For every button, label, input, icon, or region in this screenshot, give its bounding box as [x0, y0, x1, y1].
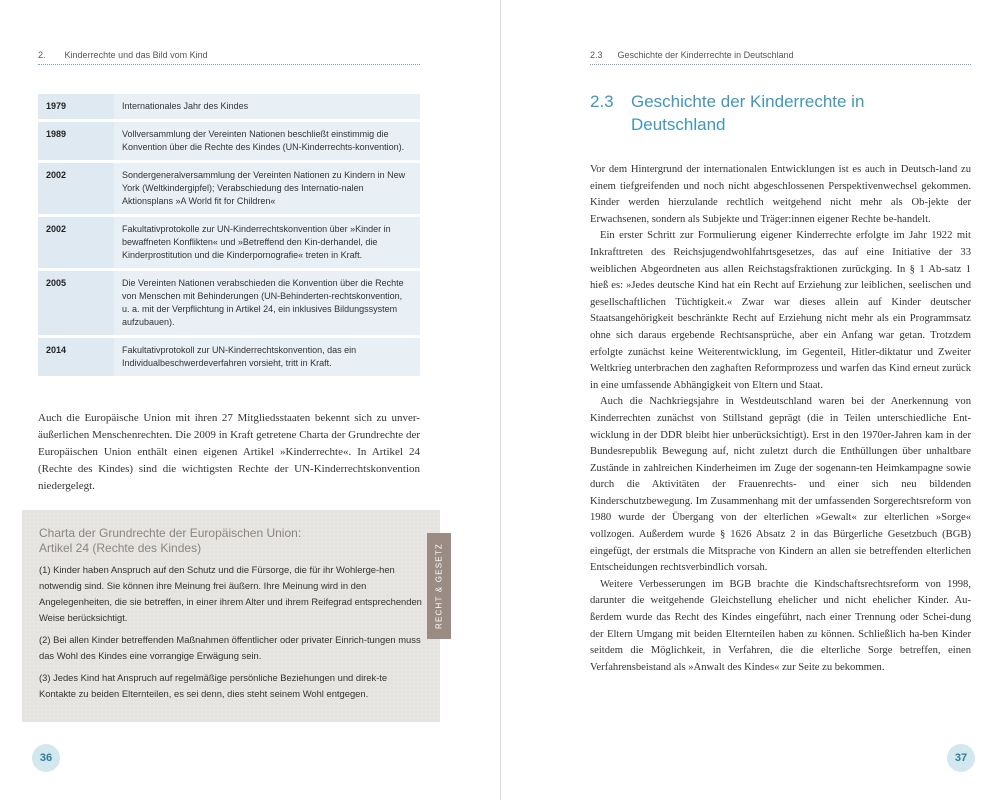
timeline-row — [38, 122, 420, 160]
timeline-year: 1979 — [46, 101, 67, 111]
timeline-text: Internationales Jahr des Kindes — [114, 94, 420, 119]
section-heading-title: Geschichte der Kinderrechte in Deutschland — [631, 92, 865, 134]
left-running-head-title: Kinderrechte und das Bild vom Kind — [64, 50, 208, 60]
left-page-number: 36 — [32, 744, 60, 772]
timeline-text: Sondergeneralversammlung der Vereinten Nationen zu Kindern in New York (Weltkindergipfel); Verabschiedung des Internatio-nalen Aktionsplans »A World fit for Children« — [114, 163, 420, 214]
charter-title-line1: Charta der Grundrechte der Europäischen Union: — [39, 526, 302, 540]
timeline-text: Vollversammlung der Vereinten Nationen beschließt einstimmig die Konvention über die Rechte des Kindes (UN-Kinderrechts-konvention). — [114, 122, 420, 160]
timeline-text: Fakultativprotokoll zur UN-Kinderrechtskonvention, das ein Individualbeschwerdeverfahren vorsieht, tritt in Kraft. — [114, 338, 420, 376]
timeline-year: 2005 — [46, 278, 67, 288]
timeline-text: Die Vereinten Nationen verabschieden die Konvention über die Rechte von Menschen mit Behinderungen (UN-Behinderten-rechtskonvention, u. a. mit der Verpflichtung in Artikel 24, ein inklusives Bildungssystem aufzubauen). — [114, 271, 420, 335]
charter-box-title — [39, 526, 301, 556]
timeline-year: 2002 — [46, 170, 67, 180]
book-gutter — [500, 0, 501, 800]
timeline-row — [38, 163, 420, 214]
timeline-year: 1989 — [46, 129, 67, 139]
left-running-head — [38, 50, 208, 60]
charter-item: (1) Kinder haben Anspruch auf den Schutz und die Fürsorge, die für ihr Wohlerge-hen notwendig sind. Sie können ihre Meinung frei äußern. Ihre Meinung wird in den Angelegenheiten, die sie betreffen, in einer ihrem Alter und ihrem Reifegrad entsprechenden Weise berücksichtigt. — [39, 564, 422, 623]
right-running-head — [590, 50, 794, 60]
body-paragraph: Vor dem Hintergrund der internationalen Entwicklungen ist es auch in Deutsch-land zu einem tiefgreifenden und noch nicht abgeschlossenen Perspektivenwechsel gekommen. Kinder werden hierzulande rechtlich weitgehend nicht mehr als Ob-jekte der Erwachsenen, sondern als Subjekte und Träger:innen eigener Rechte be-handelt. — [590, 164, 971, 225]
charter-title-line2: Artikel 24 (Rechte des Kindes) — [39, 541, 202, 555]
right-header-rule — [590, 64, 971, 65]
timeline-row — [38, 217, 420, 268]
charter-box — [22, 510, 440, 722]
charter-box-body — [39, 562, 424, 708]
timeline-year: 2002 — [46, 224, 67, 234]
charter-item: (3) Jedes Kind hat Anspruch auf regelmäßige persönliche Beziehungen und direk-te Kontakte zu beiden Elternteilen, es sei denn, dies steht seinem Wohl entgegen. — [39, 672, 388, 699]
charter-item: (2) Bei allen Kinder betreffenden Maßnahmen öffentlicher oder privater Einrich-tungen muss das Wohl des Kindes eine vorrangige Erwägung sein. — [39, 634, 421, 661]
right-body-text — [590, 162, 971, 676]
section-tab-label: RECHT & GESETZ — [434, 543, 444, 629]
left-header-rule — [38, 64, 420, 65]
timeline-row — [38, 94, 420, 119]
body-paragraph: Auch die Nachkriegsjahre in Westdeutschland waren bei der Anerkennung von Kinderrechten zunächst von Stillstand geprägt (die in Teilen unterschiedliche Ent-wicklung in der DDR bleibt hier unberücksichtigt). Erst in den 1970er-Jahren kam in der Bundesrepublik Bewegung auf, nicht zuletzt durch die Enthüllungen über unhaltbare Zustände in zahlreichen Kinderheimen im Zuge der sogenann-ten Heimkampagne sowie durch die Aktivitäten der Frauenrechts- und einer sich neu bildenden Kinderschutzbewegung. Im Zusammenhang mit der umfassenden Sorgerechtsreform von 1980 wurde der Übergang von der elterlichen »Gewalt« zur elterlichen »Sorge« vollzogen. Außerdem wurde § 1626 Absatz 2 in das Bürgerliche Gesetzbuch (BGB) eingefügt, der erstmals die Mitsprache von Kindern an allen sie betreffenden elterlichen Entscheidungen rechtsverbindlich vorsah. — [590, 396, 971, 574]
section-heading-number: 2.3 — [590, 92, 614, 111]
body-paragraph: Ein erster Schritt zur Formulierung eigener Kinderrechte erfolgte im Jahr 1922 mit Inkrafttreten des Reichsjugendwohlfahrtsgesetzes, das auf eine Initiative der 33 weiblichen Abgeordneten aus allen Reichstagsfraktionen zurückging. In § 1 Ab-satz 1 hieß es: »Jedes deutsche Kind hat ein Recht auf Erziehung zur leiblichen, seelischen und gesellschaftlichen Tüchtigkeit.« Zwar war dieses allein auf Kinder deutscher Staatsangehörigkeit beschränkte Recht auf Erziehung nicht mehr als ein Programmsatz ohne sich daraus ergebende Rechtsansprüche, aber ein Anfang war getan. Trotzdem erfolgte zunächst keine Weiterentwicklung, im Gegenteil, Hitler-diktatur und Zweiter Weltkrieg unterbrachen den zaghaften Reformprozess und warfen das Kind erneut zurück in eine umfassende Abhängigkeit von Eltern und Staat. — [590, 230, 971, 391]
eu-paragraph: Auch die Europäische Union mit ihren 27 Mitgliedsstaaten bekennt sich zu unver-äußerlichen Menschenrechten. Die 2009 in Kraft getretene Charta der Grundrechte der Europäischen Union enthält einen eigenen Artikel »Kinderrechte«. In Artikel 24 (Rechte des Kindes) sind die wichtigsten Rechte der UN-Kinderrechtskonvention niedergelegt. — [38, 412, 420, 492]
timeline-year: 2014 — [46, 345, 67, 355]
timeline-text: Fakultativprotokolle zur UN-Kinderrechtskonvention über »Kinder in bewaffneten Konflikten« und »Betreffend den Kin-derhandel, die Kinderprostitution und die Kinderpornografie« treten in Kraft. — [114, 217, 420, 268]
timeline-table — [38, 94, 420, 379]
section-tab — [427, 533, 451, 639]
right-running-head-number: 2.3 — [590, 50, 603, 60]
timeline-row — [38, 338, 420, 376]
right-page-number: 37 — [947, 744, 975, 772]
left-running-head-number: 2. — [38, 50, 46, 60]
timeline-row — [38, 271, 420, 335]
right-running-head-title: Geschichte der Kinderrechte in Deutschland — [617, 50, 794, 60]
body-paragraph: Weitere Verbesserungen im BGB brachte die Kindschaftsrechtsreform von 1998, darunter die weitgehende Gleichstellung ehelicher und nicht ehelicher Kinder. Au-ßerdem wurde das Recht des Kindes eingeführt, nach einer Trennung oder Schei-dung der Eltern Umgang mit beiden Elternteilen haben zu können. Schließlich ha-ben Kinder seitdem die Möglichkeit, in Verfahren, die die elterliche Sorge betreffen, einen Verfahrensbeistand als »Anwalt des Kindes« zur Seite zu bekommen. — [590, 578, 971, 673]
